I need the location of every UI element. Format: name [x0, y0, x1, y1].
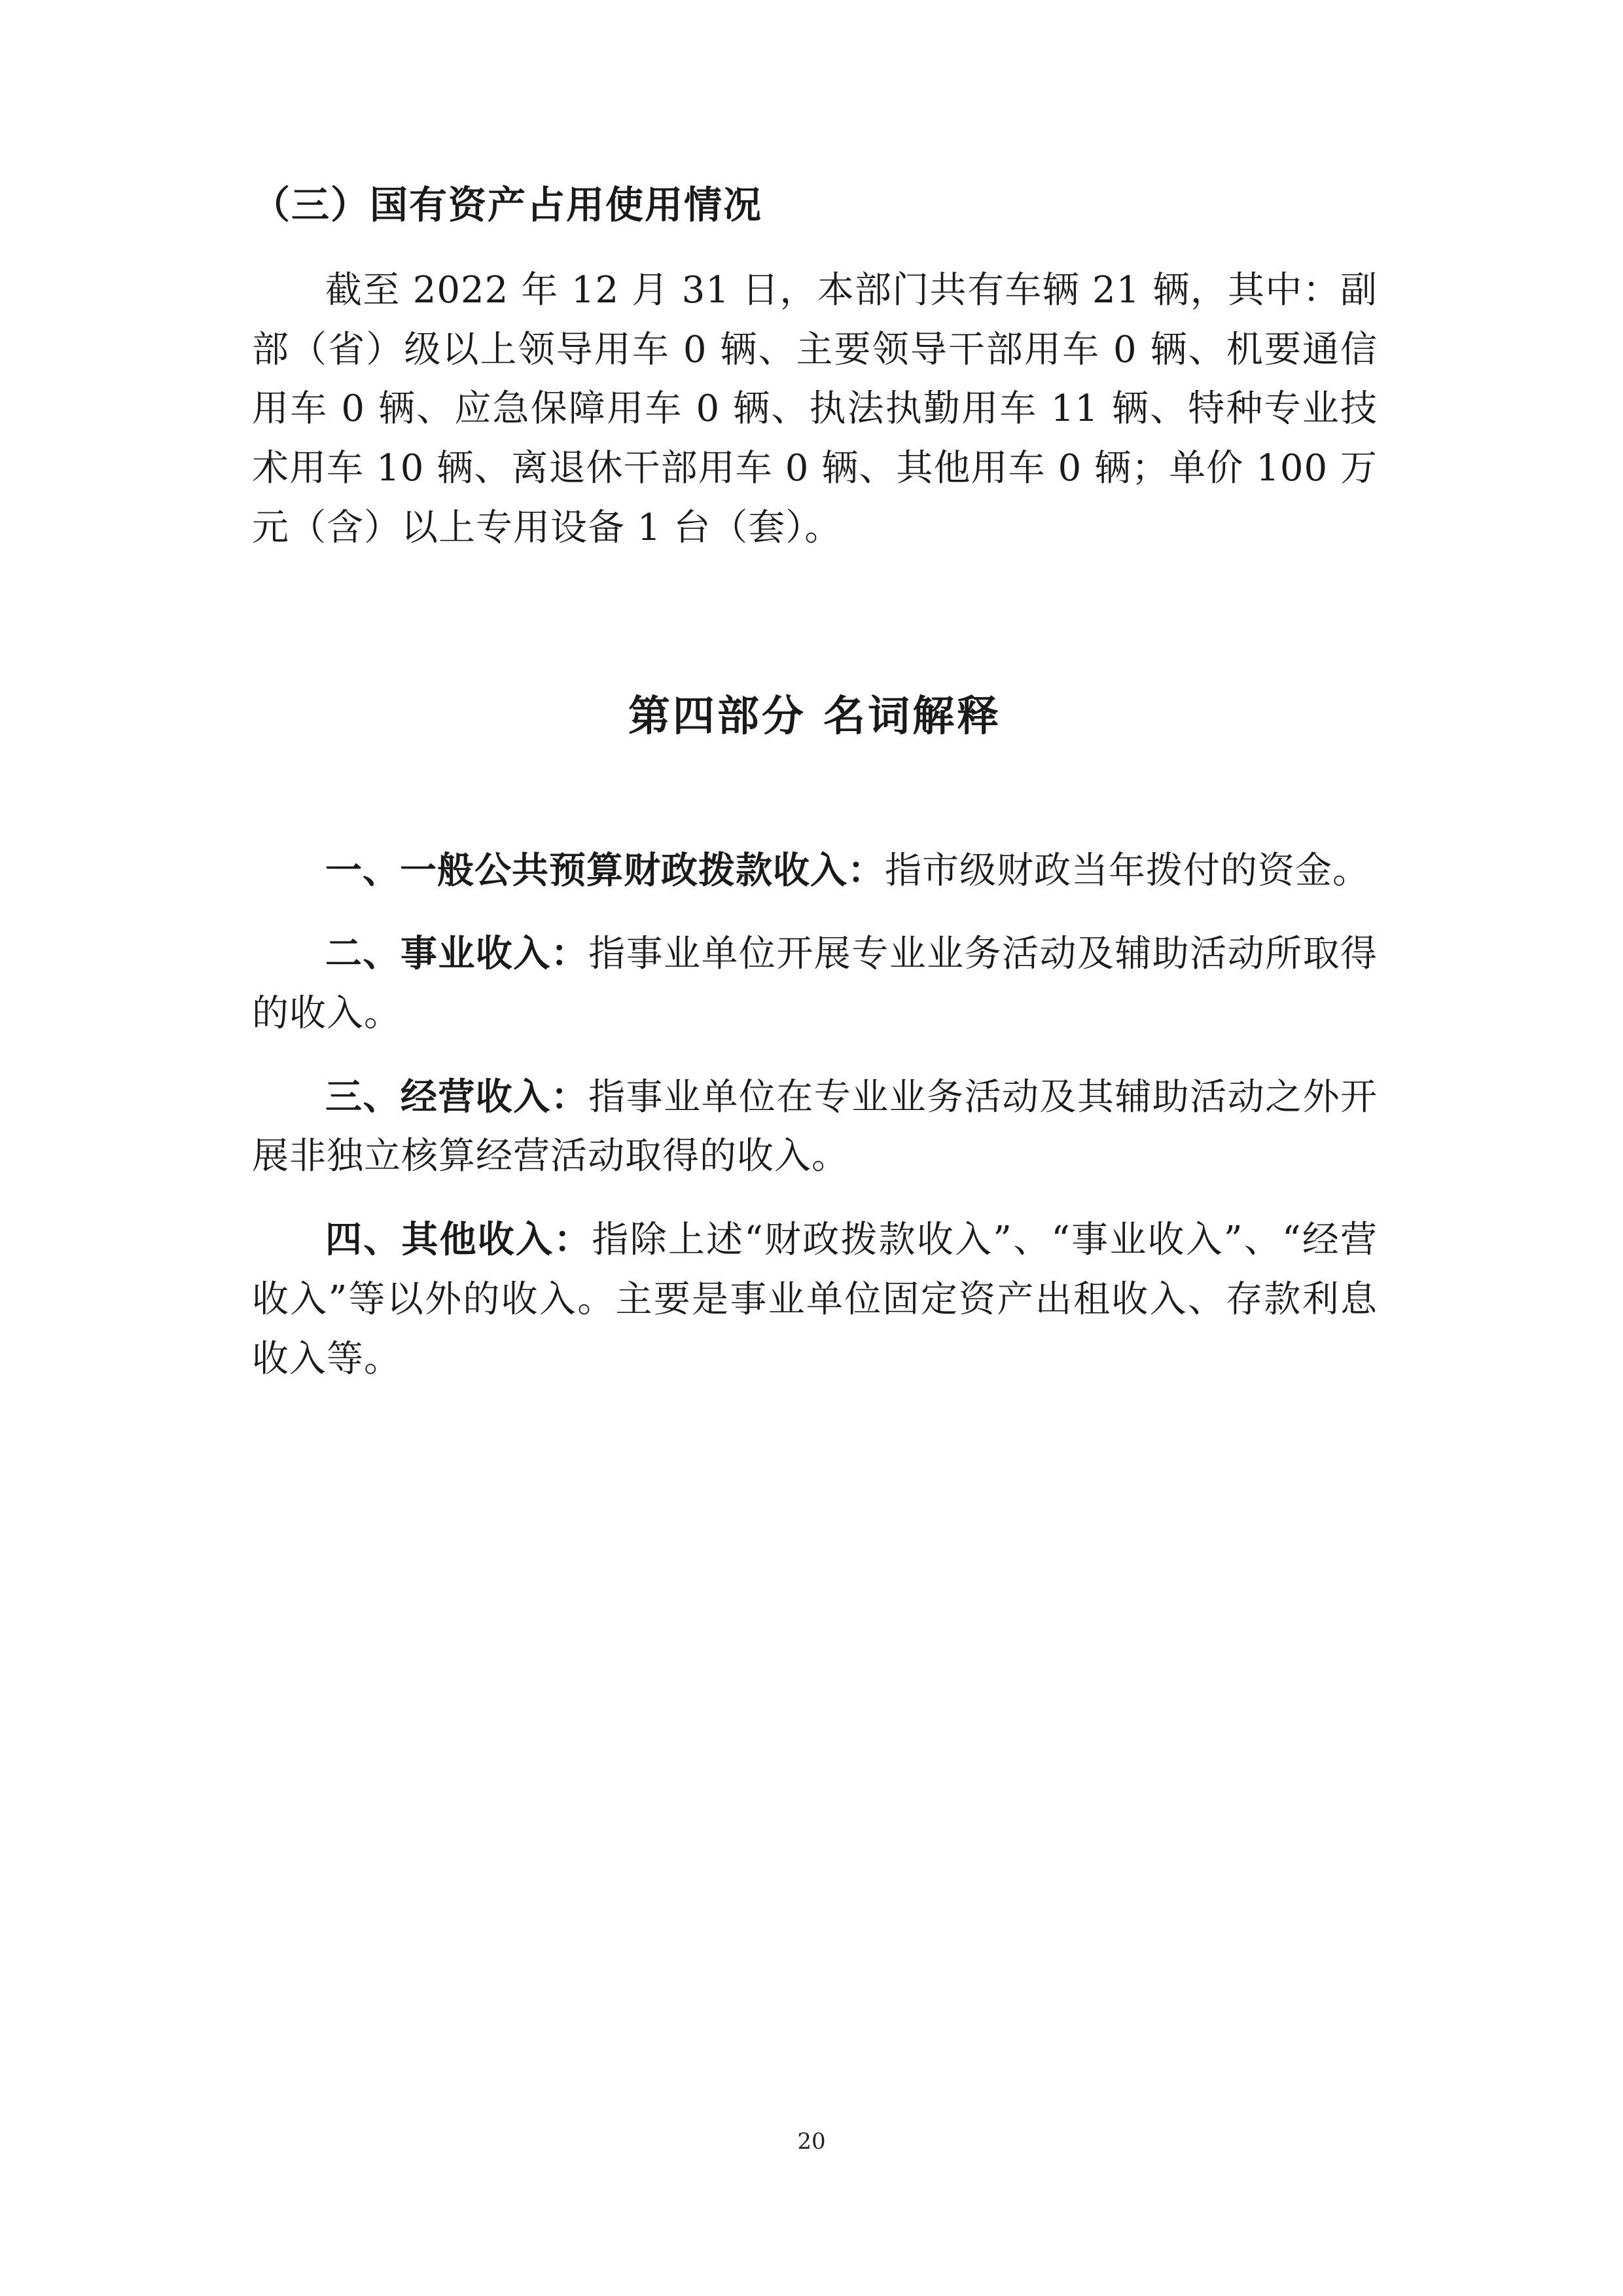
page-content	[252, 177, 1378, 1412]
term-item	[252, 841, 1378, 901]
term-text: 指市级财政当年拨付的资金。	[885, 849, 1370, 892]
term-label: 三、经营收入：	[325, 1075, 589, 1119]
term-label: 一、一般公共预算财政拨款收入：	[325, 848, 885, 892]
term-text: 指除上述“财政拨款收入”、“事业收入”、“经营收入”等以外的收入。主要是事业单位固定资产出租收入、存款利息收入等。	[252, 1219, 1378, 1380]
term-text: 指事业单位在专业业务活动及其辅助活动之外开展非独立核算经营活动取得的收入。	[252, 1075, 1378, 1178]
page-number: 20	[797, 2128, 826, 2155]
term-text: 指事业单位开展专业业务活动及辅助活动所取得的收入。	[252, 933, 1378, 1035]
term-label: 四、其他收入：	[325, 1218, 592, 1262]
asset-paragraph-block	[252, 261, 1378, 558]
term-item	[252, 1067, 1378, 1187]
term-item	[252, 1210, 1378, 1389]
term-item	[252, 924, 1378, 1043]
section-title: 第四部分 名词解释	[628, 691, 1002, 741]
asset-usage-paragraph: 截至 2022 年 12 月 31 日，本部门共有车辆 21 辆，其中：副部（省）级以上领导用车 0 辆、主要领导干部用车 0 辆、机要通信用车 0 辆、应急保障用车 0 辆、执法执勤用车 11 辆、特种专业技术用车 10 辆、离退休干部用车 0 辆、其他用车 0 辆；单价 100 万元（含）以上专用设备 1 台（套）。	[252, 269, 1378, 549]
term-label: 二、事业收入：	[325, 932, 589, 976]
subsection-heading: （三）国有资产占用使用情况	[252, 183, 763, 227]
